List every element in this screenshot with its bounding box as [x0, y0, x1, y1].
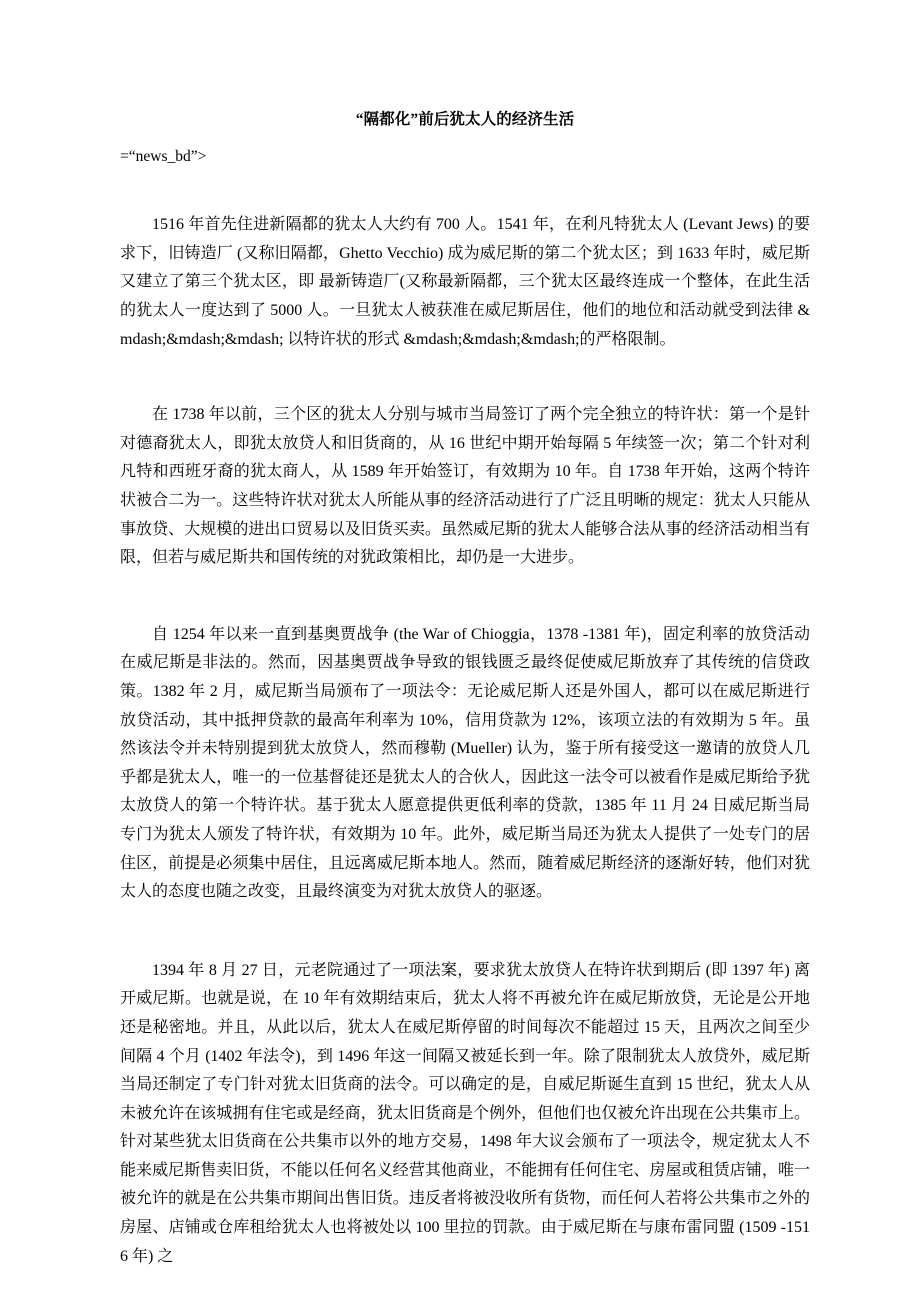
body-paragraph-4: 1394 年 8 月 27 日，元老院通过了一项法案，要求犹太放贷人在特许状到期后 (即 1397 年) 离开威尼斯。也就是说，在 10 年有效期结束后，犹太人将不再被允许在威尼斯放贷，无论是公开地还是秘密地。并且，从此以后，犹太人在威尼斯停留的时间每次不能超过 15 天，且两次之间至少间隔 4 个月 (1402 年法令)，到 1496 年这一间隔又被延长到一年。除了限制犹太人放贷外，威尼斯当局还制定了专门针对犹太旧货商的法令。可以确定的是，自威尼斯诞生直到 15 世纪，犹太人从未被允许在该城拥有住宅或是经商，犹太旧货商是个例外，但他们也仅被允许出现在公共集市上。针对某些犹太旧货商在公共集市以外的地方交易，1498 年大议会颁布了一项法令，规定犹太人不能来威尼斯售卖旧货，不能以任何名义经营其他商业，不能拥有任何住宅、房屋或租赁店铺，唯一被允许的就是在公共集市期间出售旧货。违反者将被没收所有货物，而任何人若将公共集市之外的房屋、店铺或仓库租给犹太人也将被处以 100 里拉的罚款。由于威尼斯在与康布雷同盟 (1509 -1516 年) 之 [120, 961, 810, 1265]
body-paragraph-2: 在 1738 年以前，三个区的犹太人分别与城市当局签订了两个完全独立的特许状：第一个是针对德裔犹太人，即犹太放贷人和旧货商的，从 16 世纪中期开始每隔 5 年续签一次；第二个针对利凡特和西班牙裔的犹太商人，从 1589 年开始签订，有效期为 10 年。自 1738 年开始，这两个特许状被合二为一。这些特许状对犹太人所能从事的经济活动进行了广泛且明晰的规定：犹太人只能从事放贷、大规模的进出口贸易以及旧货买卖。虽然威尼斯的犹太人能够合法从事的经济活动相当有限，但若与威尼斯共和国传统的对犹政策相比，却仍是一大进步。 [120, 406, 810, 567]
body-paragraph-3: 自 1254 年以来一直到基奥贾战争 (the War of Chioggia，1378 -1381 年)，固定利率的放贷活动在威尼斯是非法的。然而，因基奥贾战争导致的银钱匮乏最终促使威尼斯放弃了其传统的信贷政策。1382 年 2 月，威尼斯当局颁布了一项法令：无论威尼斯人还是外国人，都可以在威尼斯进行放贷活动，其中抵押贷款的最高年利率为 10%，信用贷款为 12%，该项立法的有效期为 5 年。虽然该法令并未特别提到犹太放贷人，然而穆勒 (Mueller) 认为，鉴于所有接受这一邀请的放贷人几乎都是犹太人，唯一的一位基督徒还是犹太人的合伙人，因此这一法令可以被看作是威尼斯给予犹太放贷人的第一个特许状。基于犹太人愿意提供更低利率的贷款，1385 年 11 月 24 日威尼斯当局专门为犹太人颁发了特许状，有效期为 10 年。此外，威尼斯当局还为犹太人提供了一处专门的居住区，前提是必须集中居住，且远离威尼斯本地人。然而，随着威尼斯经济的逐渐好转，他们对犹太人的态度也随之改变，且最终演变为对犹太放贷人的驱逐。 [120, 625, 810, 901]
body-paragraph-1: 1516 年首先住进新隔都的犹太人大约有 700 人。1541 年，在利凡特犹太人 (Levant Jews) 的要求下，旧铸造厂 (又称旧隔都，Ghetto Vecchio) 成为威尼斯的第二个犹太区；到 1633 年时，威尼斯又建立了第三个犹太区，即 最新铸造厂(又称最新隔都，三个犹太区最终连成一个整体，在此生活的犹太人一度达到了 5000 人。一旦犹太人被获准在威尼斯居住，他们的地位和活动就受到法律 &mdash;&mdash;&mdash; 以特许状的形式 &mdash;&mdash;&mdash;的严格限制。 [120, 216, 810, 348]
raw-markup-artifact: =“news_bd”> [120, 148, 207, 166]
page-title: “隔都化”前后犹太人的经济生活 [355, 111, 575, 128]
document-body [120, 108, 810, 1271]
